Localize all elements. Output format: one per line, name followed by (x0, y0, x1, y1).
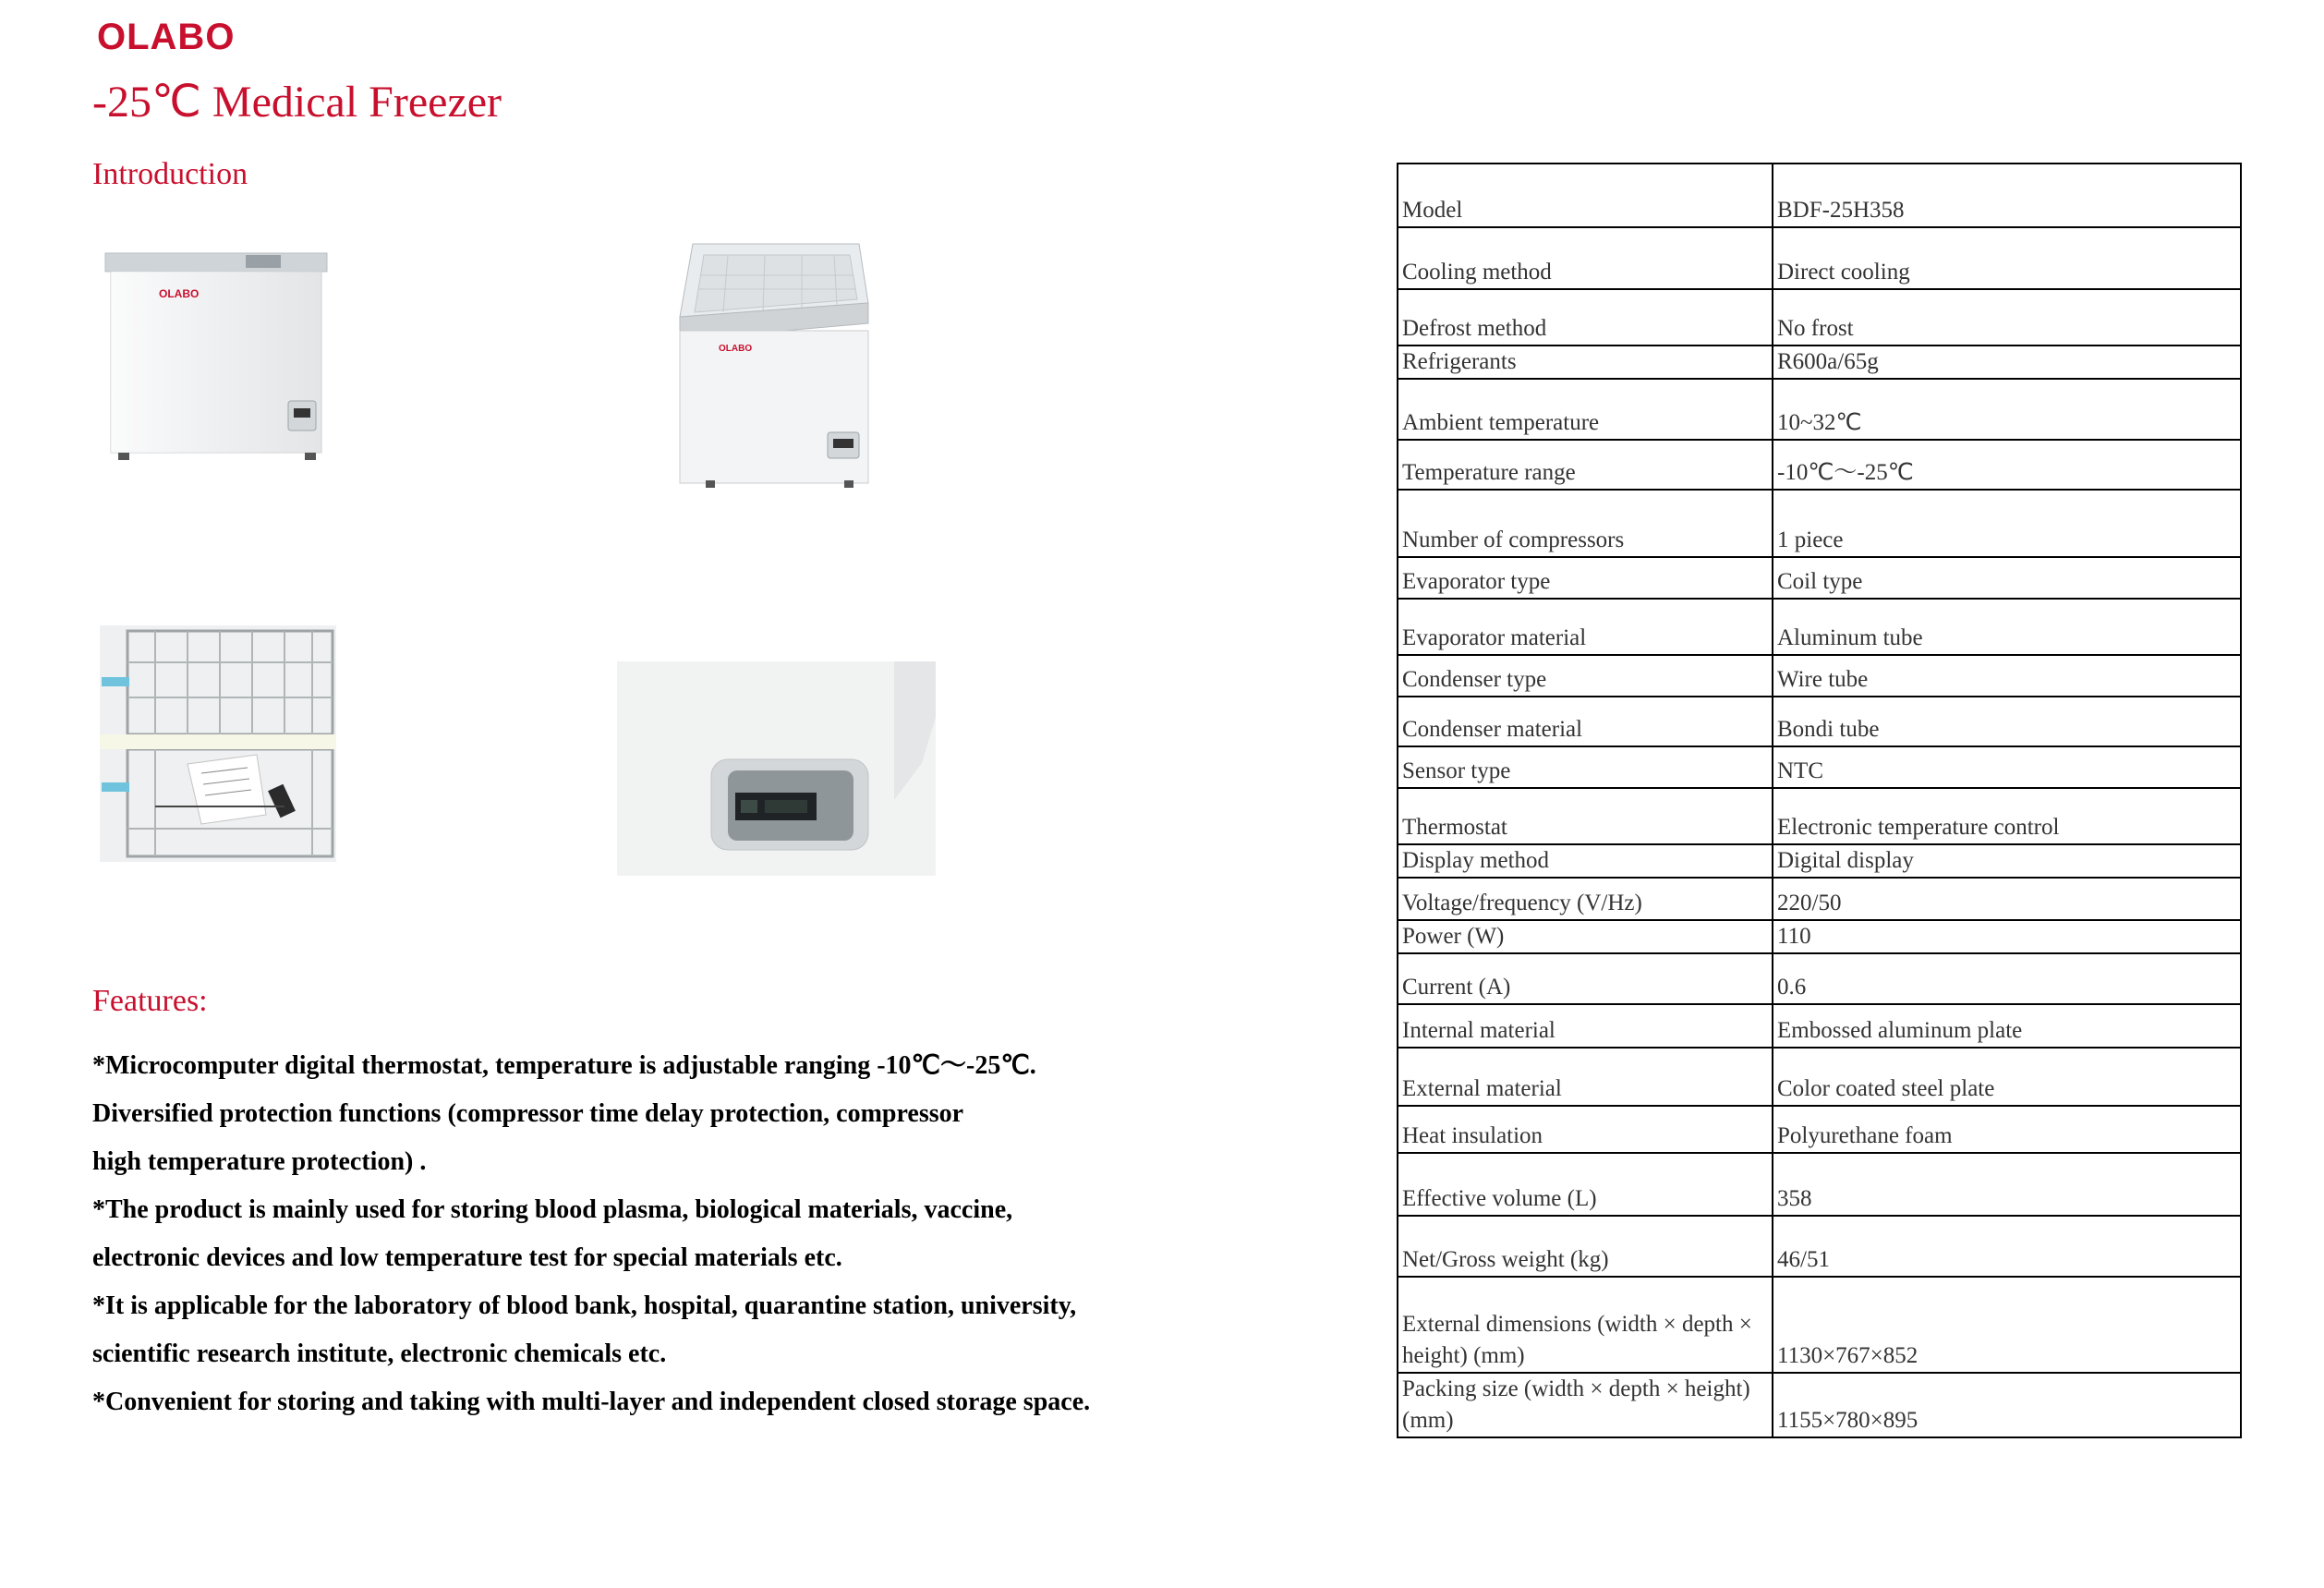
spec-value: 10~32℃ (1773, 379, 2241, 440)
freezer-basket-image (100, 625, 336, 862)
spec-value: 1155×780×895 (1773, 1373, 2241, 1437)
table-row (1398, 878, 2241, 920)
freezer-open-brand-label: OLABO (719, 344, 753, 354)
table-row (1398, 1373, 2241, 1437)
spec-label: Sensor type (1398, 746, 1773, 788)
feature-line: *It is applicable for the laboratory of blood bank, hospital, quarantine station, university, (92, 1291, 1077, 1320)
table-row (1398, 920, 2241, 953)
table-row (1398, 953, 2241, 1004)
table-row (1398, 440, 2241, 490)
spec-label: Net/Gross weight (kg) (1398, 1216, 1773, 1277)
spec-label: External material (1398, 1048, 1773, 1106)
feature-line: *The product is mainly used for storing blood plasma, biological materials, vaccine, (92, 1195, 1013, 1224)
freezer-open-image (672, 238, 885, 492)
features-heading: Features: (92, 984, 208, 1018)
table-row (1398, 599, 2241, 655)
table-row (1398, 1106, 2241, 1153)
spec-value: -10℃～-25℃ (1773, 440, 2241, 490)
table-row (1398, 164, 2241, 227)
table-row (1398, 746, 2241, 788)
table-row (1398, 227, 2241, 289)
spec-value: BDF-25H358 (1773, 164, 2241, 227)
spec-label: Internal material (1398, 1004, 1773, 1048)
freezer-brand-label: OLABO (159, 287, 200, 300)
table-row (1398, 788, 2241, 844)
spec-label: Number of compressors (1398, 490, 1773, 557)
spec-value: Electronic temperature control (1773, 788, 2241, 844)
spec-value: Aluminum tube (1773, 599, 2241, 655)
spec-value: 1 piece (1773, 490, 2241, 557)
spec-value: R600a/65g (1773, 345, 2241, 379)
table-row (1398, 1153, 2241, 1216)
spec-value: No frost (1773, 289, 2241, 345)
spec-label: Refrigerants (1398, 345, 1773, 379)
feature-line: electronic devices and low temperature test for special materials etc. (92, 1243, 842, 1272)
spec-label: External dimensions (width × depth × height) (mm) (1398, 1277, 1773, 1373)
freezer-closed-image (100, 242, 340, 464)
specification-table (1397, 163, 2242, 1438)
table-row (1398, 557, 2241, 599)
table-row (1398, 1277, 2241, 1373)
table-row (1398, 1048, 2241, 1106)
spec-value: 0.6 (1773, 953, 2241, 1004)
spec-label: Condenser material (1398, 697, 1773, 746)
feature-line: Diversified protection functions (compressor time delay protection, compressor (92, 1099, 964, 1128)
spec-value: 220/50 (1773, 878, 2241, 920)
spec-value: 358 (1773, 1153, 2241, 1216)
spec-label: Voltage/frequency (V/Hz) (1398, 878, 1773, 920)
table-row (1398, 490, 2241, 557)
spec-label: Temperature range (1398, 440, 1773, 490)
spec-label: Heat insulation (1398, 1106, 1773, 1153)
spec-value: 1130×767×852 (1773, 1277, 2241, 1373)
spec-value: NTC (1773, 746, 2241, 788)
table-row (1398, 289, 2241, 345)
control-panel-image (617, 661, 936, 876)
spec-value: Color coated steel plate (1773, 1048, 2241, 1106)
spec-value: Bondi tube (1773, 697, 2241, 746)
spec-label: Defrost method (1398, 289, 1773, 345)
table-row (1398, 379, 2241, 440)
introduction-heading: Introduction (92, 157, 248, 191)
table-row (1398, 697, 2241, 746)
feature-line: *Microcomputer digital thermostat, temperature is adjustable ranging -10℃～-25℃. (92, 1051, 1036, 1080)
spec-label: Evaporator type (1398, 557, 1773, 599)
page-title: -25℃ Medical Freezer (92, 78, 502, 127)
table-row (1398, 1004, 2241, 1048)
table-row (1398, 345, 2241, 379)
table-row (1398, 655, 2241, 697)
feature-line: scientific research institute, electronic chemicals etc. (92, 1339, 667, 1368)
spec-label: Model (1398, 164, 1773, 227)
spec-value: 46/51 (1773, 1216, 2241, 1277)
spec-label: Cooling method (1398, 227, 1773, 289)
spec-label: Ambient temperature (1398, 379, 1773, 440)
features-list (92, 1042, 1247, 1426)
spec-value: Embossed aluminum plate (1773, 1004, 2241, 1048)
table-row (1398, 844, 2241, 878)
feature-line: high temperature protection) . (92, 1147, 427, 1176)
spec-value: Wire tube (1773, 655, 2241, 697)
spec-label: Power (W) (1398, 920, 1773, 953)
brand-logo: OLABO (97, 17, 236, 57)
spec-label: Thermostat (1398, 788, 1773, 844)
spec-label: Evaporator material (1398, 599, 1773, 655)
spec-value: Direct cooling (1773, 227, 2241, 289)
spec-value: 110 (1773, 920, 2241, 953)
spec-label: Condenser type (1398, 655, 1773, 697)
spec-value: Digital display (1773, 844, 2241, 878)
feature-line: *Convenient for storing and taking with multi-layer and independent closed storage space. (92, 1388, 1091, 1416)
spec-label: Effective volume (L) (1398, 1153, 1773, 1216)
spec-label: Display method (1398, 844, 1773, 878)
spec-label: Current (A) (1398, 953, 1773, 1004)
table-row (1398, 1216, 2241, 1277)
spec-label: Packing size (width × depth × height) (mm) (1398, 1373, 1773, 1437)
spec-value: Polyurethane foam (1773, 1106, 2241, 1153)
spec-value: Coil type (1773, 557, 2241, 599)
